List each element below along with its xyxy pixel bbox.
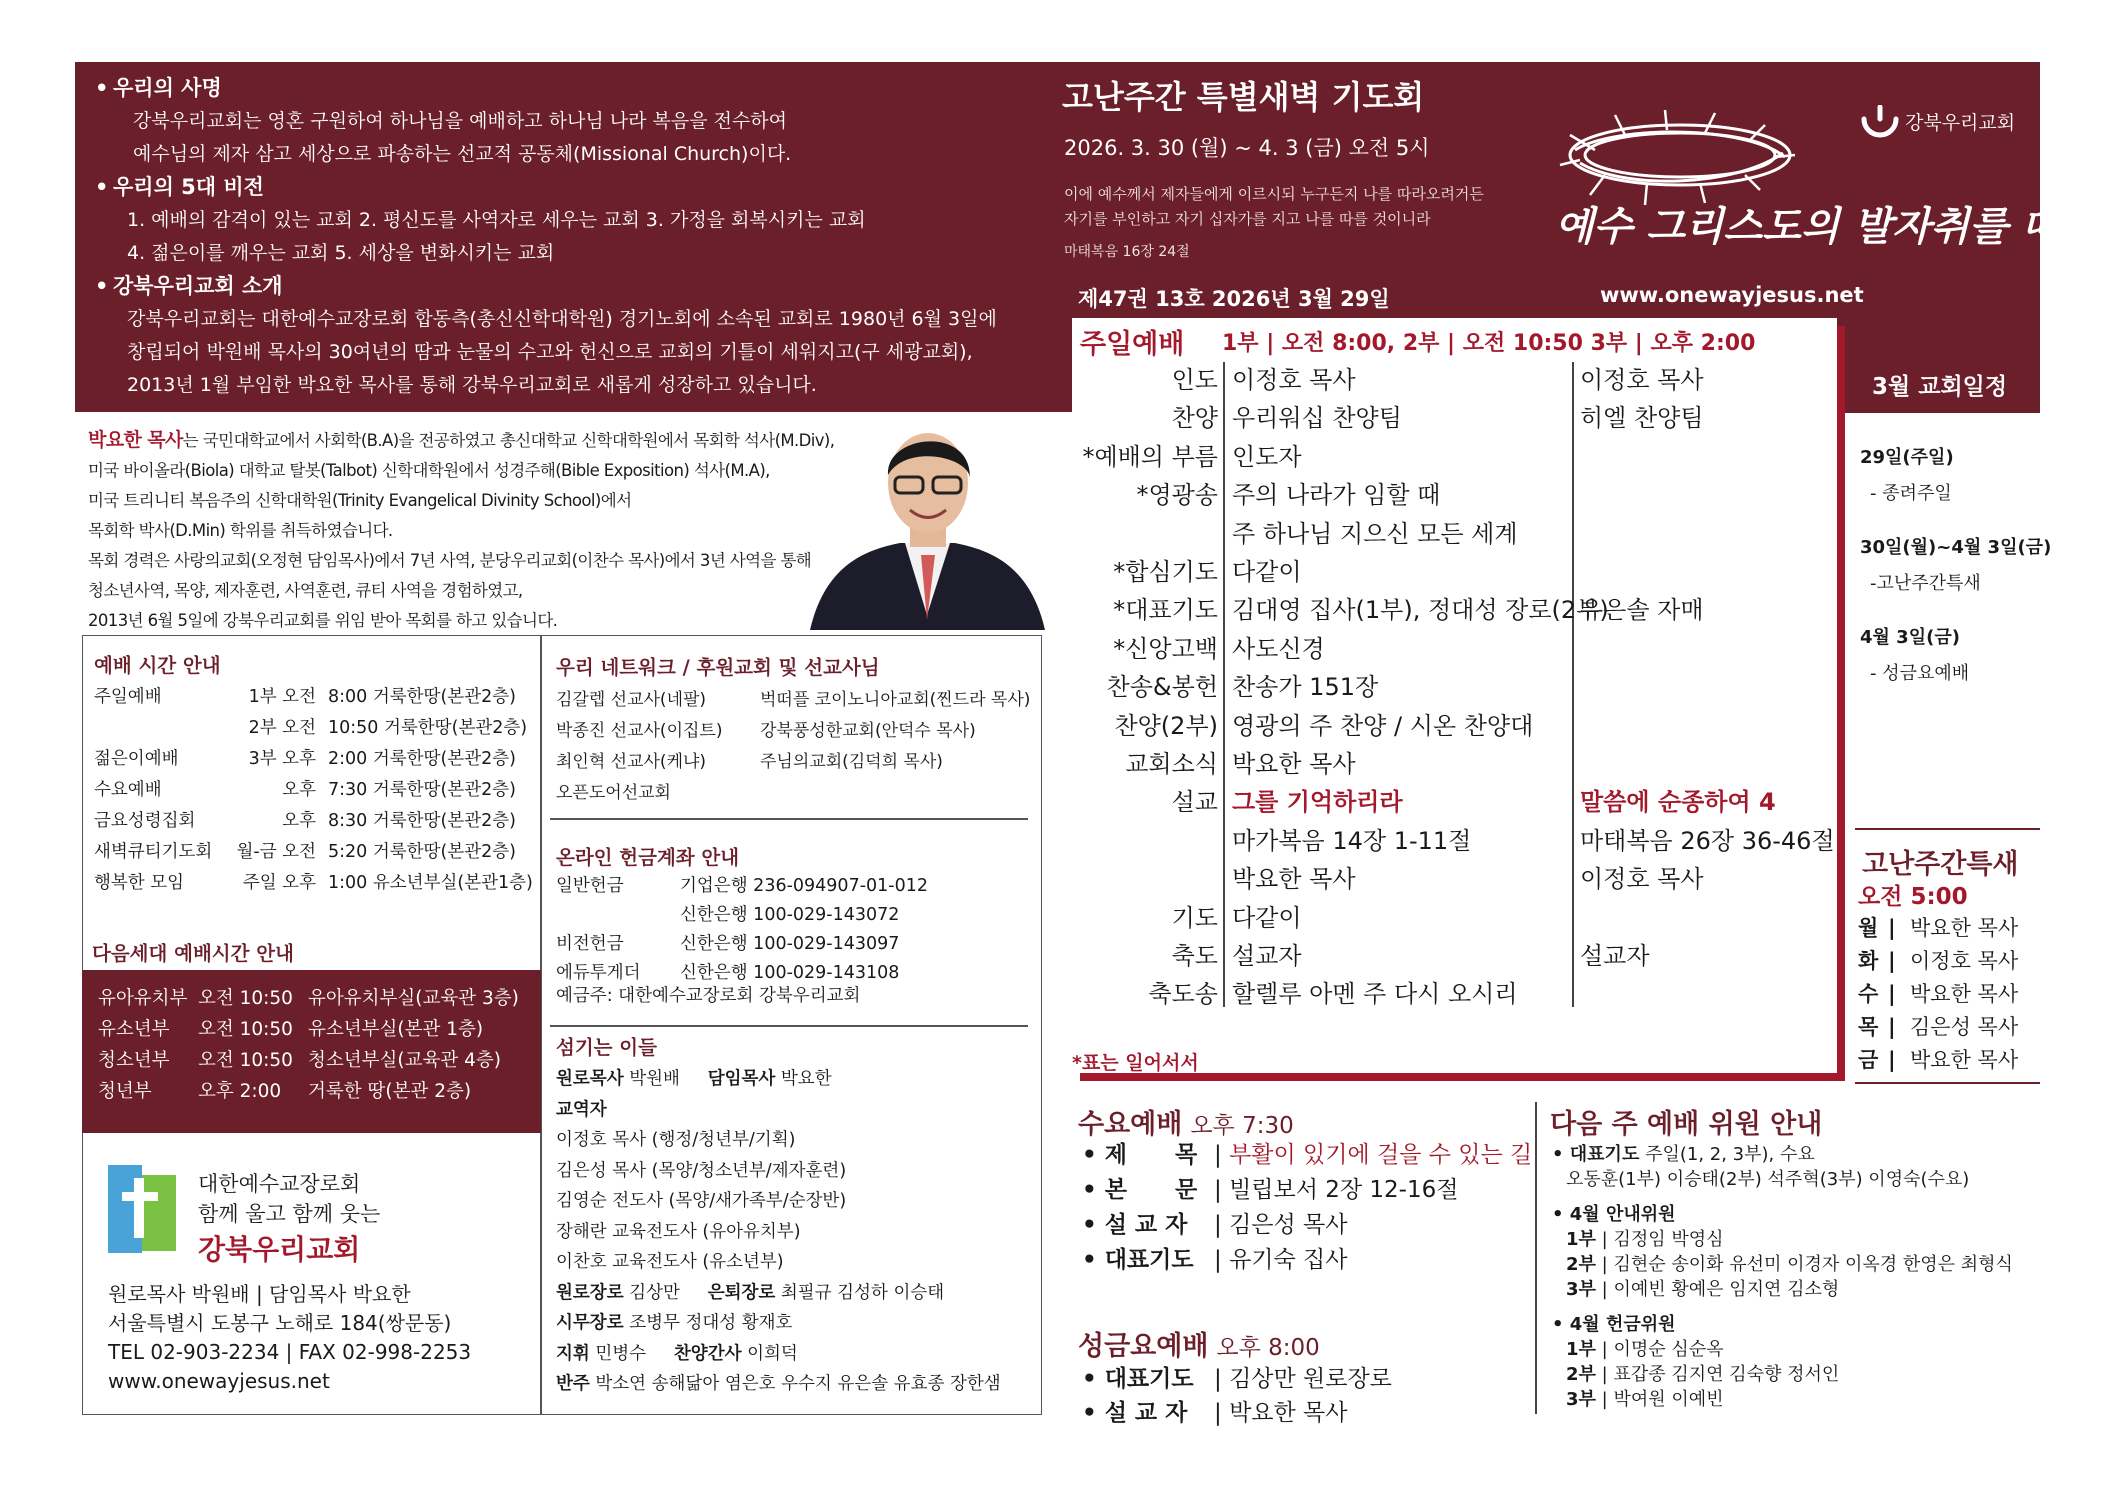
committee-part: 2부 [1566, 1364, 1596, 1385]
intro-text: 2013년 1월 부임한 박요한 목사를 통해 강북우리교회로 새롭게 성장하고 있습니다. [127, 374, 817, 396]
friday-time: 오후 8:00 [1216, 1335, 1320, 1361]
service-row [1082, 1173, 1532, 1208]
server-role: 반주 [556, 1374, 590, 1394]
header-date: 2026. 3. 30 (월) ~ 4. 3 (금) 오전 5시 [1064, 136, 1430, 160]
server-role: 은퇴장로 [707, 1282, 776, 1303]
committee-row [1552, 1227, 2013, 1252]
friday-title: 성금요예배 [1078, 1331, 1209, 1362]
service-row [1082, 1208, 1532, 1243]
worship-item-value-3rd: 말씀에 순종하여 4 [1580, 788, 1776, 817]
committee-row [1552, 1277, 2013, 1302]
service-sep: | [1214, 1142, 1230, 1168]
divider [1855, 828, 2040, 830]
bio-line: 청소년사역, 목양, 제자훈련, 사역훈련, 큐티 사역을 경험하였고, [88, 581, 523, 600]
service-value: 박요한 목사 [1229, 1400, 1348, 1426]
contact-pastors: 원로목사 박원배 | 담임목사 박요한 [108, 1282, 411, 1306]
network-church: 강북풍성한교회(안덕수 목사) [760, 721, 976, 741]
worship-item-value: 영광의 주 찬양 / 시온 찬양대 [1232, 711, 1534, 740]
worship-item-value-3rd: 마태복음 26장 36-46절 [1580, 826, 1835, 855]
network-row [556, 716, 1030, 747]
worship-item-value-3rd: 유은솔 자매 [1580, 596, 1704, 625]
committee-part: 2부 [1566, 1254, 1596, 1275]
committee-names: 박여원 이예빈 [1613, 1389, 1724, 1410]
offering-title: 온라인 헌금계좌 안내 [556, 846, 740, 869]
committee-part: 3부 [1566, 1279, 1596, 1300]
calligraphy-title: 예수 그리스도의 발자취를 따라 [1555, 203, 2100, 250]
service-sep: | [1214, 1366, 1230, 1392]
next-gen-time: 오전 10:50 [198, 1019, 293, 1040]
worship-item-label: 축도송 [1148, 980, 1218, 1009]
next-gen-row [98, 1014, 519, 1045]
mission-heading: • 우리의 사명 [95, 76, 222, 100]
server-row [556, 1095, 1001, 1126]
header-verse: 이에 예수께서 제자들에게 이르시되 누구든지 나를 따라오려거든 [1064, 185, 1484, 203]
server-names: 이희덕 [741, 1343, 798, 1364]
wednesday-time: 오후 7:30 [1190, 1113, 1294, 1139]
service-label: • 설 교 자 [1082, 1212, 1188, 1238]
service-label: • 설 교 자 [1082, 1400, 1188, 1426]
next-gen-row [98, 983, 519, 1014]
special-row [1858, 1011, 2018, 1044]
time-row [94, 837, 533, 868]
worship-item-value: 할렐루 아멘 주 다시 오시리 [1232, 980, 1518, 1009]
next-week-heading: 대표기도 [1569, 1144, 1640, 1165]
time-row [94, 713, 533, 744]
wednesday-title: 수요예배 [1078, 1109, 1183, 1140]
worship-divider [1572, 362, 1574, 1007]
website-link[interactable]: www.onewayjesus.net [1600, 283, 1864, 307]
calendar-event: - 종려주일 [1870, 483, 1952, 504]
committee-row [1552, 1252, 2013, 1277]
worship-item-value: 박요한 목사 [1232, 750, 1356, 778]
server-names: 박요한 [775, 1069, 832, 1089]
time-slot: 1부 오전 [248, 687, 316, 707]
special-day: 금 [1858, 1048, 1879, 1072]
worship-item-label: *합심기도 [1113, 558, 1218, 586]
divider [550, 818, 1028, 820]
special-day: 월 [1858, 916, 1879, 940]
time-service: 새벽큐티기도회 [94, 842, 213, 862]
offering-type: 에듀투게더 [556, 963, 641, 983]
server-row [556, 1217, 1001, 1248]
offering-type: 비전헌금 [556, 934, 624, 954]
time-service: 젊은이예배 [94, 749, 179, 769]
offering-holder: 예금주: 대한예수교장로회 강북우리교회 [556, 986, 861, 1006]
time-row [94, 806, 533, 837]
time-service: 주일예배 [94, 687, 162, 707]
network-missionary: 오픈도어선교회 [556, 783, 671, 803]
contact-denom: 대한예수교장로회 [198, 1172, 361, 1196]
worship-item-value: 주 하나님 지으신 모든 세계 [1232, 519, 1518, 548]
committee-sep: | [1595, 1229, 1614, 1250]
server-names: 장해란 교육전도사 (유아유치부) [556, 1221, 801, 1242]
next-gen-place: 유소년부실(본관 1층) [308, 1019, 484, 1040]
special-row [1858, 945, 2018, 978]
worship-title: 주일예배 [1080, 329, 1185, 360]
worship-times: 1부 | 오전 8:00, 2부 | 오전 10:50 3부 | 오후 2:00 [1222, 331, 1756, 356]
calendar-event: - 성금요예배 [1870, 663, 1970, 684]
server-names: 조병무 정대성 황재호 [623, 1313, 793, 1333]
special-sep: | [1888, 1048, 1896, 1072]
special-day: 목 [1858, 1015, 1879, 1039]
intro-text: 창립되어 박원배 목사의 30여년의 땀과 눈물의 수고와 헌신으로 교회의 기틀이 세워지고(구 세광교회), [127, 341, 973, 363]
server-names: 민병수 [589, 1343, 674, 1364]
time-slot: 오후 [282, 780, 316, 800]
time-place: 8:00 거룩한땅(본관2층) [328, 687, 516, 707]
worship-item-label: 교회소식 [1125, 750, 1218, 778]
worship-item-value: 우리워십 찬양팀 [1232, 404, 1402, 433]
church-logo-icon [1860, 105, 1900, 145]
service-label: • 본 문 [1082, 1177, 1198, 1203]
committee-part: 3부 [1566, 1389, 1596, 1410]
divider [550, 1025, 1028, 1027]
committee-row [1552, 1362, 2013, 1387]
special-pastor: 박요한 목사 [1910, 982, 2019, 1006]
issue-info: 제47권 13호 2026년 3월 29일 [1078, 287, 1390, 311]
time-slot: 월-금 오전 [236, 842, 316, 862]
worship-item-label: 찬양 [1171, 404, 1218, 433]
next-gen-time: 오전 10:50 [198, 988, 293, 1009]
next-week-list: • 대표기도 주일(1, 2, 3부), 수요 오동훈(1부) 이승태(2부) 석주혁(3부) 이영숙(수요) • 4월 안내위원 1부 | 김정임 박영심 2부 | 김현순 송이화 유선미 이경자 이옥경 한영은 최형식 3부 | 이예빈 황예은 임지연 김소형 • 4월 헌금위원 1부 | 이명순 심순옥 2부 | 표갑종 김지연 김숙향 정서인 3부 | 박여원 이예빈 [1552, 1144, 2013, 1410]
mission-panel [75, 62, 1070, 412]
pastor-name: 박요한 목사 [88, 429, 183, 451]
special-day: 수 [1858, 982, 1879, 1006]
bio-line: 미국 트리니티 복음주의 신학대학원(Trinity Evangelical Divinity School)에서 [88, 491, 632, 510]
service-label: • 대표기도 [1082, 1366, 1194, 1392]
vision-heading: • 우리의 5대 비전 [95, 175, 264, 199]
worship-item-value-3rd: 히엘 찬양팀 [1580, 404, 1704, 433]
server-role: 원로장로 [556, 1282, 624, 1303]
special-sep: | [1888, 916, 1896, 940]
committee-sep: | [1595, 1364, 1614, 1385]
committee-names: 김정임 박영심 [1613, 1229, 1724, 1250]
worship-item-label: *대표기도 [1113, 596, 1218, 625]
server-row [556, 1186, 1001, 1217]
time-place: 10:50 거룩한땅(본관2층) [328, 718, 528, 738]
server-names: 김상만 [623, 1282, 708, 1303]
calendar-date: 30일(월)~4월 3일(금) [1860, 537, 2052, 558]
server-role: 담임목사 [707, 1069, 776, 1089]
next-gen-time: 오전 10:50 [198, 1050, 293, 1071]
guide-list [1552, 1227, 2013, 1302]
contact-slogan: 함께 울고 함께 웃는 [198, 1202, 381, 1226]
offering-table [556, 872, 928, 988]
contact-tel: TEL 02-903-2234 | FAX 02-998-2253 [108, 1340, 472, 1364]
worship-item-label: *예배의 부름 [1082, 442, 1218, 471]
special-pastor: 박요한 목사 [1910, 1048, 2019, 1072]
worship-item-value-3rd: 설교자 [1580, 942, 1650, 970]
committee-sep: | [1595, 1339, 1614, 1360]
committee-sep: | [1595, 1279, 1614, 1300]
server-role: 원로목사 [556, 1069, 624, 1089]
calendar-date: 29일(주일) [1860, 447, 1954, 468]
next-week-heading: 4월 헌금위원 [1569, 1314, 1676, 1335]
special-pastor: 이정호 목사 [1910, 949, 2019, 973]
committee-names: 이명순 심순옥 [1613, 1339, 1724, 1360]
worship-item-label: 설교 [1171, 788, 1218, 817]
contact-address: 서울특별시 도봉구 노해로 184(쌍문동) [108, 1311, 452, 1335]
calendar-event: -고난주간특새 [1870, 573, 1981, 594]
special-pastor: 김은성 목사 [1910, 1015, 2019, 1039]
worship-item-value: 이정호 목사 [1232, 366, 1356, 394]
service-row [1082, 1243, 1532, 1278]
offering-account: 신한은행 100-029-143072 [680, 905, 900, 925]
next-week-names: 오동훈(1부) 이승태(2부) 석주혁(3부) 이영숙(수요) [1566, 1169, 1970, 1190]
network-title: 우리 네트워크 / 후원교회 및 선교사님 [556, 656, 880, 679]
server-row [556, 1064, 1001, 1095]
committee-sep: | [1595, 1389, 1614, 1410]
special-time: 오전 5:00 [1858, 884, 1968, 910]
server-role: 시무장로 [556, 1313, 624, 1333]
server-row [556, 1156, 1001, 1187]
worship-item-label: *신앙고백 [1113, 634, 1218, 663]
network-row [556, 685, 1030, 716]
server-row [556, 1308, 1001, 1339]
pastor-bio [88, 425, 848, 636]
offering-row [556, 901, 928, 930]
service-value: 김은성 목사 [1229, 1212, 1348, 1238]
next-gen-row [98, 1045, 519, 1076]
committee-part: 1부 [1566, 1229, 1596, 1250]
friday-header [1078, 1324, 1320, 1363]
wednesday-table [1082, 1138, 1532, 1278]
network-church: 벅떠플 코이노니아교회(찐드라 목사) [760, 690, 1031, 710]
network-table [556, 685, 1030, 809]
worship-item-value-3rd: 이정호 목사 [1580, 366, 1704, 394]
worship-item-value-3rd: 이정호 목사 [1580, 865, 1704, 894]
server-names: 이정호 목사 (행정/청년부/기획) [556, 1130, 796, 1150]
service-row [1082, 1138, 1532, 1173]
special-pastor: 박요한 목사 [1910, 916, 2019, 940]
server-names: 김영순 전도사 (목양/새가족부/순장반) [556, 1191, 847, 1211]
network-missionary: 최인혁 선교사(케냐) [556, 752, 707, 772]
committee-row [1552, 1387, 2013, 1412]
divider [1855, 1082, 2040, 1084]
times-title: 예배 시간 안내 [94, 654, 221, 677]
intro-text: 강북우리교회는 대한예수교장로회 합동측(총신신학대학원) 경기노회에 소속된 교회로 1980년 6월 3일에 [127, 308, 997, 330]
network-missionary: 박종진 선교사(이집트) [556, 721, 723, 741]
time-place: 2:00 거룩한땅(본관2층) [328, 749, 516, 769]
header-verse: 자기를 부인하고 자기 십자가를 지고 나를 따를 것이니라 [1064, 210, 1431, 228]
next-gen-place: 유아유치부실(교육관 3층) [308, 988, 519, 1009]
service-value: 김상만 원로장로 [1229, 1366, 1392, 1392]
worship-item-value: 찬송가 151장 [1232, 673, 1379, 702]
service-row [1082, 1396, 1392, 1430]
servers-table [556, 1064, 1001, 1400]
offering-account: 신한은행 100-029-143108 [680, 963, 900, 983]
worship-item-value: 다같이 [1232, 903, 1302, 932]
worship-item-value: 사도신경 [1232, 634, 1325, 663]
time-row [94, 868, 533, 899]
time-slot: 주일 오후 [242, 873, 316, 893]
header-verse-ref: 마태복음 16장 24절 [1064, 244, 1190, 260]
special-sep: | [1888, 1015, 1896, 1039]
worship-item-value: 마가복음 14장 1-11절 [1232, 826, 1472, 855]
server-names: 김은성 목사 (목양/청소년부/제자훈련) [556, 1160, 847, 1181]
special-row [1858, 912, 2018, 945]
server-role: 교역자 [556, 1099, 607, 1120]
time-row [94, 775, 533, 806]
bio-line: 목회 경력은 사랑의교회(오정현 담임목사)에서 7년 사역, 분당우리교회(이찬수 목사)에서 3년 사역을 통해 [88, 551, 812, 570]
next-gen-title: 다음세대 예배시간 안내 [92, 942, 294, 965]
header-title: 고난주간 특별새벽 기도회 [1062, 78, 1425, 116]
server-names: 이찬호 교육전도사 (유소년부) [556, 1252, 784, 1272]
wednesday-header [1078, 1102, 1294, 1141]
next-gen-table [98, 983, 519, 1107]
offering-account: 기업은행 236-094907-01-012 [680, 876, 929, 896]
time-slot: 오후 [282, 811, 316, 831]
server-row [556, 1369, 1001, 1400]
next-gen-group: 유아유치부 [98, 988, 188, 1009]
server-names: 최필규 김성하 이승태 [775, 1282, 945, 1303]
service-sep: | [1214, 1177, 1230, 1203]
standing-note: *표는 일어서서 [1072, 1052, 1199, 1074]
bio-line: 는 국민대학교에서 사회학(B.A)을 전공하였고 총신대학교 신학대학원에서 목회학 석사(M.Div), [182, 431, 835, 450]
next-gen-group: 청년부 [98, 1081, 152, 1102]
worship-divider [1223, 362, 1225, 1007]
divider [1535, 1102, 1537, 1414]
network-missionary: 김갈렙 선교사(네팔) [556, 690, 707, 710]
worship-item-value: 박요한 목사 [1232, 865, 1356, 894]
offering-account: 신한은행 100-029-143097 [680, 934, 900, 954]
servers-title: 섬기는 이들 [556, 1036, 657, 1059]
service-label: • 대표기도 [1082, 1247, 1194, 1273]
vision-text: 1. 예배의 감격이 있는 교회 2. 평신도를 사역자로 세우는 교회 3. 가정을 회복시키는 교회 [127, 209, 866, 231]
time-service: 행복한 모임 [94, 873, 185, 893]
mission-text: 예수님의 제자 삼고 세상으로 파송하는 선교적 공동체(Missional Church)이다. [133, 143, 792, 165]
server-names: 박원배 [623, 1069, 708, 1089]
worship-item-label: 찬양(2부) [1114, 711, 1218, 740]
worship-item-value: 김대영 집사(1부), 정대성 장로(2부) [1232, 596, 1609, 625]
offering-type: 일반헌금 [556, 876, 624, 896]
offering-row [556, 930, 928, 959]
network-church: 주님의교회(김덕희 목사) [760, 752, 943, 772]
calendar-title: 3월 교회일정 [1872, 374, 2008, 400]
service-sep: | [1214, 1212, 1230, 1238]
committee-part: 1부 [1566, 1339, 1596, 1360]
time-place: 5:20 거룩한땅(본관2층) [328, 842, 516, 862]
contact-church: 강북우리교회 [198, 1233, 361, 1266]
time-slot: 2부 오전 [248, 718, 316, 738]
server-row [556, 1278, 1001, 1309]
service-value: 유기숙 집사 [1229, 1247, 1348, 1273]
time-place: 7:30 거룩한땅(본관2층) [328, 780, 516, 800]
bio-line: 2013년 6월 5일에 강북우리교회를 위임 받아 목회를 하고 있습니다. [88, 611, 558, 630]
next-gen-place: 거룩한 땅(본관 2층) [308, 1081, 472, 1102]
time-slot: 3부 오후 [248, 749, 316, 769]
time-place: 8:30 거룩한땅(본관2층) [328, 811, 516, 831]
calendar-list [1860, 440, 2052, 692]
service-sep: | [1214, 1247, 1230, 1273]
special-day: 화 [1858, 949, 1879, 973]
pastor-photo [805, 415, 1050, 630]
friday-table [1082, 1362, 1392, 1430]
bio-line: 목회학 박사(D.Min) 학위를 취득하였습니다. [88, 521, 393, 540]
special-row [1858, 978, 2018, 1011]
church-logo-text: 강북우리교회 [1905, 112, 2016, 134]
worship-item-label: *영광송 [1136, 481, 1218, 510]
network-row [556, 747, 1030, 778]
server-role: 지휘 [556, 1343, 590, 1364]
next-gen-group: 유소년부 [98, 1019, 170, 1040]
time-row [94, 744, 533, 775]
next-week-sub: 주일(1, 2, 3부), 수요 [1639, 1144, 1815, 1165]
contact-web[interactable]: www.onewayjesus.net [108, 1369, 330, 1393]
next-gen-group: 청소년부 [98, 1050, 170, 1071]
server-row [556, 1339, 1001, 1370]
next-week-title: 다음 주 예배 위원 안내 [1550, 1109, 1823, 1140]
worship-item-value: 설교자 [1232, 942, 1302, 970]
committee-names: 이예빈 황예은 임지연 김소형 [1613, 1279, 1840, 1300]
special-title: 고난주간특새 [1862, 849, 2019, 880]
worship-item-label: 찬송&봉헌 [1106, 673, 1218, 702]
worship-item-label: 축도 [1171, 942, 1218, 970]
offering-row [556, 872, 928, 901]
time-service: 수요예배 [94, 780, 162, 800]
worship-times-table [94, 682, 533, 899]
special-row [1858, 1044, 2018, 1077]
special-schedule [1858, 912, 2018, 1077]
next-gen-place: 청소년부실(교육관 4층) [308, 1050, 501, 1071]
next-gen-row [98, 1076, 519, 1107]
worship-item-label: 기도 [1171, 903, 1218, 932]
server-role: 찬양간사 [673, 1343, 742, 1364]
bio-line: 미국 바이올라(Biola) 대학교 탈봇(Talbot) 신학대학원에서 성경주해(Bible Exposition) 석사(M.A), [88, 461, 770, 480]
intro-heading: • 강북우리교회 소개 [95, 274, 283, 298]
server-row [556, 1125, 1001, 1156]
time-row [94, 682, 533, 713]
vision-text: 4. 젊은이를 깨우는 교회 5. 세상을 변화시키는 교회 [127, 242, 555, 264]
time-place: 1:00 유소년부실(본관1층) [328, 873, 533, 893]
service-row [1082, 1362, 1392, 1396]
committee-names: 표갑종 김지연 김숙향 정서인 [1613, 1364, 1840, 1385]
server-names: 박소연 송해닮아 염은호 우수지 유은솔 유효종 장한샘 [589, 1374, 1001, 1394]
worship-item-value: 주의 나라가 임할 때 [1232, 481, 1441, 510]
mission-text: 강북우리교회는 영혼 구원하여 하나님을 예배하고 하나님 나라 복음을 전수하여 [133, 110, 788, 132]
service-value: 빌립보서 2장 12-16절 [1229, 1177, 1459, 1203]
service-sep: | [1214, 1400, 1230, 1426]
network-row [556, 778, 1030, 809]
calendar-date: 4월 3일(금) [1860, 627, 1960, 648]
server-row [556, 1247, 1001, 1278]
offer-list [1552, 1337, 2013, 1412]
committee-sep: | [1595, 1254, 1614, 1275]
committee-row [1552, 1337, 2013, 1362]
denomination-logo-icon [108, 1160, 178, 1255]
committee-names: 김현순 송이화 유선미 이경자 이옥경 한영은 최형식 [1613, 1254, 2013, 1275]
worship-item-value: 그를 기억하리라 [1232, 788, 1403, 817]
worship-item-value: 다같이 [1232, 558, 1302, 586]
contact-info [108, 1280, 471, 1396]
next-gen-time: 오후 2:00 [198, 1081, 282, 1102]
service-value: 부활이 있기에 걸을 수 있는 길 [1229, 1142, 1533, 1168]
time-service: 금요성령집회 [94, 811, 196, 831]
special-sep: | [1888, 982, 1896, 1006]
next-week-heading: 4월 안내위원 [1569, 1204, 1676, 1225]
worship-item-value: 인도자 [1232, 442, 1302, 471]
worship-item-label: 인도 [1171, 366, 1218, 394]
special-sep: | [1888, 949, 1896, 973]
service-label: • 제 목 [1082, 1142, 1198, 1168]
